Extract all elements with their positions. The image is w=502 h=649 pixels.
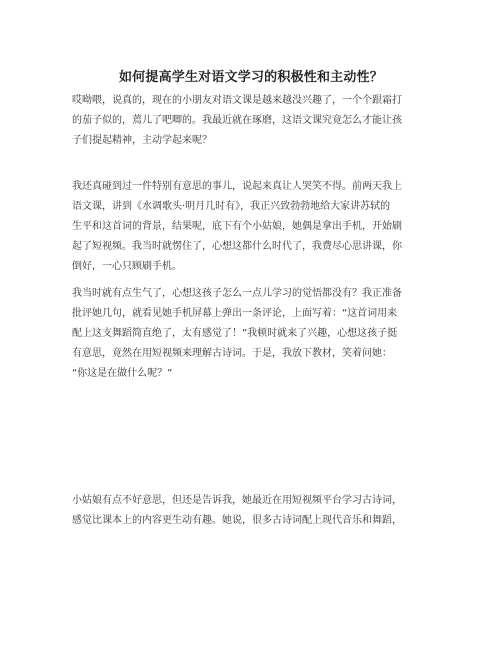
paragraph [72, 284, 432, 384]
paragraph-line: 哎呦喂，说真的，现在的小朋友对语文课是越来越没兴趣了，一个个跟霜打 [72, 95, 402, 106]
paragraph-line: 起了短视频。我当时就愣住了，心想这都什么时代了，我费尽心思讲课，你 [72, 241, 402, 252]
paragraph-line: 有意思，竟然在用短视频来理解古诗词。于是，我放下教材，笑着问她： [72, 348, 392, 359]
paragraph-line: “你这是在做什么呢？” [72, 368, 173, 379]
paragraph-line: 我还真碰到过一件特别有意思的事儿，说起来真让人哭笑不得。前两天我上 [72, 181, 402, 192]
paragraph-line: 我当时就有点生气了，心想这孩子怎么一点儿学习的觉悟都没有？我正准备 [72, 288, 402, 299]
paragraph-line: 批评她几句，就看见她手机屏幕上弹出一条评论，上面写着：“这首词用来 [72, 308, 398, 319]
paragraph-line: 生平和这首词的背景，结果呢，底下有个小姑娘，她偶是拿出手机，开始刷 [72, 221, 402, 232]
paragraph [72, 91, 432, 151]
document-title: 如何提高学生对语文学习的积极性和主动性？ [118, 70, 383, 85]
paragraph-line: 语文课，讲到《水调歌头·明月几时有》，我正兴致勃勃地给大家讲苏轼的 [72, 201, 391, 212]
paragraph-line: 倒好，一心只顾刷手机。 [72, 261, 182, 272]
paragraph-line: 的茄子似的，蔫儿了吧唧的。我最近就在琢磨，这语文课究竟怎么才能让孩 [72, 115, 402, 126]
paragraph [72, 177, 432, 277]
paragraph-line: 感觉比课本上的内容更生动有趣。她说，很多古诗词配上现代音乐和舞蹈， [72, 515, 402, 526]
paragraph-line: 配上这支舞蹈简直绝了，太有感觉了！”我顿时就来了兴趣，心想这孩子挺 [72, 328, 398, 339]
paragraph-line: 小姑娘有点不好意思，但还是告诉我，她最近在用短视频平台学习古诗词， [72, 495, 402, 506]
paragraph-line: 子们提起精神，主动学起来呢？ [72, 135, 212, 146]
paragraph [72, 491, 432, 531]
